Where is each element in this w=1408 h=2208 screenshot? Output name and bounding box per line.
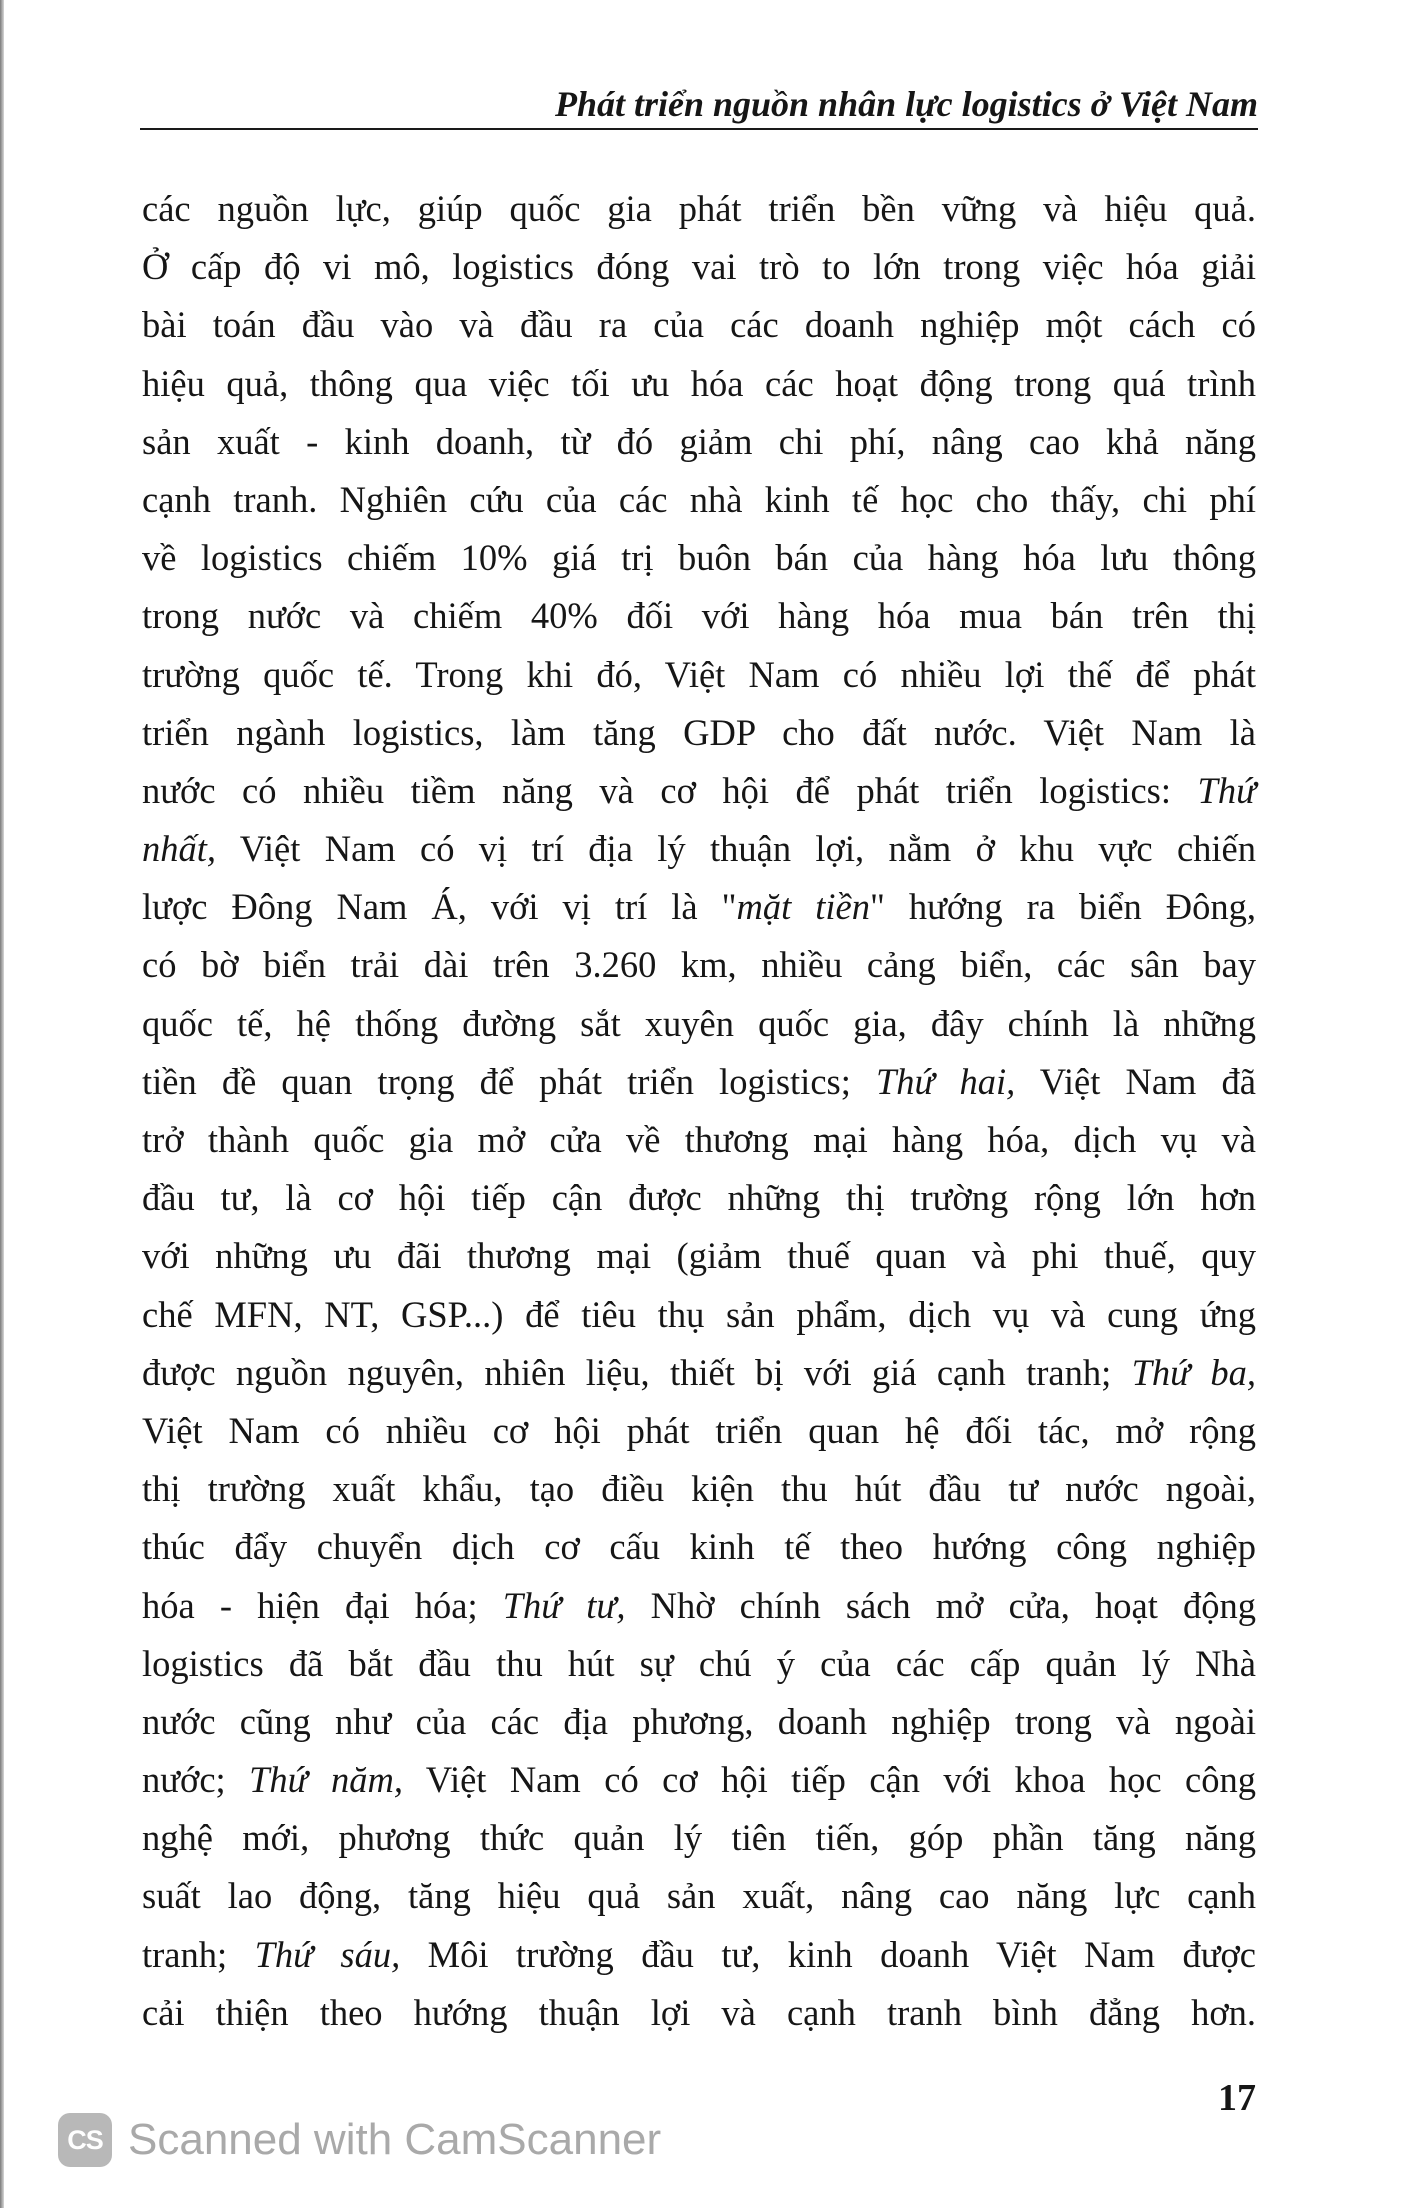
text-line: [142, 878, 1256, 936]
camscanner-watermark-text: Scanned with CamScanner: [128, 2115, 662, 2164]
text-segment: Việt Nam có vị trí địa lý thuận lợi, nằm ở khu vực chiến: [216, 828, 1256, 870]
text-line: [142, 238, 1256, 296]
text-segment: " hướng ra biển Đông,: [869, 886, 1256, 928]
text-segment: quốc tế, hệ thống đường sắt xuyên quốc gia, đây chính là những: [142, 1002, 1256, 1044]
text-segment: Việt Nam đã: [1015, 1060, 1257, 1102]
text-line: [142, 1169, 1256, 1227]
italic-text-segment: Thứ sáu,: [254, 1933, 401, 1975]
text-segment: nghệ mới, phương thức quản lý tiên tiến, góp phần tăng năng: [142, 1817, 1256, 1859]
italic-text-segment: Thứ năm,: [249, 1759, 404, 1801]
text-segment: có bờ biển trải dài trên 3.260 km, nhiều cảng biển, các sân bay: [142, 944, 1256, 986]
text-segment: Việt Nam có nhiều cơ hội phát triển quan hệ đối tác, mở rộng: [142, 1409, 1256, 1451]
text-line: [142, 529, 1256, 587]
italic-text-segment: Thứ hai,: [875, 1060, 1016, 1102]
text-line: [142, 820, 1256, 878]
text-line: [142, 704, 1256, 762]
running-header: [140, 80, 1258, 130]
text-line: [142, 646, 1256, 704]
italic-text-segment: Thứ ba,: [1131, 1351, 1256, 1393]
italic-text-segment: Thứ: [1197, 769, 1256, 811]
text-line: [142, 587, 1256, 645]
italic-text-segment: mặt tiền: [736, 886, 870, 928]
text-segment: thị trường xuất khẩu, tạo điều kiện thu hút đầu tư nước ngoài,: [142, 1468, 1256, 1510]
text-segment: trong nước và chiếm 40% đối với hàng hóa mua bán trên thị: [142, 595, 1256, 637]
text-segment: nước;: [142, 1759, 250, 1801]
text-line: [142, 1344, 1256, 1402]
text-segment: đầu tư, là cơ hội tiếp cận được những thị trường rộng lớn hơn: [142, 1177, 1256, 1219]
text-segment: Ở cấp độ vi mô, logistics đóng vai trò to lớn trong việc hóa giải: [142, 246, 1256, 288]
text-segment: cạnh tranh. Nghiên cứu của các nhà kinh tế học cho thấy, chi phí: [142, 478, 1256, 520]
text-segment: trường quốc tế. Trong khi đó, Việt Nam có nhiều lợi thế để phát: [142, 653, 1256, 695]
text-segment: Việt Nam có cơ hội tiếp cận với khoa học công: [403, 1759, 1256, 1801]
text-line: [142, 1984, 1256, 2042]
text-line: [142, 1751, 1256, 1809]
text-segment: các nguồn lực, giúp quốc gia phát triển bền vững và hiệu quả.: [142, 188, 1256, 229]
text-segment: triển ngành logistics, làm tăng GDP cho đất nước. Việt Nam là: [142, 711, 1256, 753]
text-line: [142, 1635, 1256, 1693]
running-header-title: Phát triển nguồn nhân lực logistics ở Việt Nam: [554, 84, 1258, 124]
page-number: 17: [1218, 2077, 1256, 2119]
text-line: [142, 1227, 1256, 1285]
camscanner-logo-icon: CS: [58, 2113, 112, 2167]
text-line: [142, 936, 1256, 994]
italic-text-segment: nhất,: [142, 828, 217, 870]
text-segment: với những ưu đãi thương mại (giảm thuế quan và phi thuế, quy: [142, 1235, 1256, 1277]
italic-text-segment: Thứ tư,: [502, 1584, 626, 1626]
text-segment: sản xuất - kinh doanh, từ đó giảm chi phí, nâng cao khả năng: [142, 420, 1256, 462]
text-segment: Môi trường đầu tư, kinh doanh Việt Nam được: [400, 1933, 1257, 1975]
text-segment: nước cũng như của các địa phương, doanh nghiệp trong và ngoài: [142, 1700, 1256, 1742]
camscanner-watermark: [58, 2110, 661, 2170]
body-text: [142, 180, 1256, 2042]
text-segment: tranh;: [142, 1933, 255, 1975]
text-line: [142, 180, 1256, 238]
text-segment: suất lao động, tăng hiệu quả sản xuất, nâng cao năng lực cạnh: [142, 1875, 1256, 1917]
text-segment: về logistics chiếm 10% giá trị buôn bán của hàng hóa lưu thông: [142, 537, 1256, 579]
text-segment: Nhờ chính sách mở cửa, hoạt động: [625, 1584, 1256, 1626]
text-segment: bài toán đầu vào và đầu ra của các doanh nghiệp một cách có: [142, 304, 1256, 346]
text-segment: hóa - hiện đại hóa;: [142, 1584, 503, 1626]
text-segment: nước có nhiều tiềm năng và cơ hội để phát triển logistics:: [142, 769, 1198, 811]
text-line: [142, 1693, 1256, 1751]
text-line: [142, 1402, 1256, 1460]
text-segment: chế MFN, NT, GSP...) để tiêu thụ sản phẩm, dịch vụ và cung ứng: [142, 1293, 1256, 1335]
text-line: [142, 762, 1256, 820]
text-line: [142, 1867, 1256, 1925]
text-segment: thúc đẩy chuyển dịch cơ cấu kinh tế theo hướng công nghiệp: [142, 1526, 1256, 1568]
text-line: [142, 1111, 1256, 1169]
text-segment: được nguồn nguyên, nhiên liệu, thiết bị với giá cạnh tranh;: [142, 1351, 1132, 1393]
text-line: [142, 1518, 1256, 1576]
text-line: [142, 995, 1256, 1053]
text-segment: hiệu quả, thông qua việc tối ưu hóa các hoạt động trong quá trình: [142, 362, 1256, 404]
text-segment: logistics đã bắt đầu thu hút sự chú ý của các cấp quản lý Nhà: [142, 1642, 1256, 1684]
text-line: [142, 1577, 1256, 1635]
text-line: [142, 471, 1256, 529]
text-segment: cải thiện theo hướng thuận lợi và cạnh tranh bình đẳng hơn.: [142, 1991, 1256, 2033]
text-line: [142, 1926, 1256, 1984]
text-line: [142, 1809, 1256, 1867]
page-edge-shadow: [0, 0, 4, 2208]
text-line: [142, 413, 1256, 471]
text-line: [142, 1286, 1256, 1344]
text-line: [142, 355, 1256, 413]
text-line: [142, 296, 1256, 354]
text-line: [142, 1460, 1256, 1518]
text-segment: lược Đông Nam Á, với vị trí là ": [142, 886, 737, 928]
text-line: [142, 1053, 1256, 1111]
text-segment: tiền đề quan trọng để phát triển logistics;: [142, 1060, 876, 1102]
text-segment: trở thành quốc gia mở cửa về thương mại hàng hóa, dịch vụ và: [142, 1119, 1256, 1160]
